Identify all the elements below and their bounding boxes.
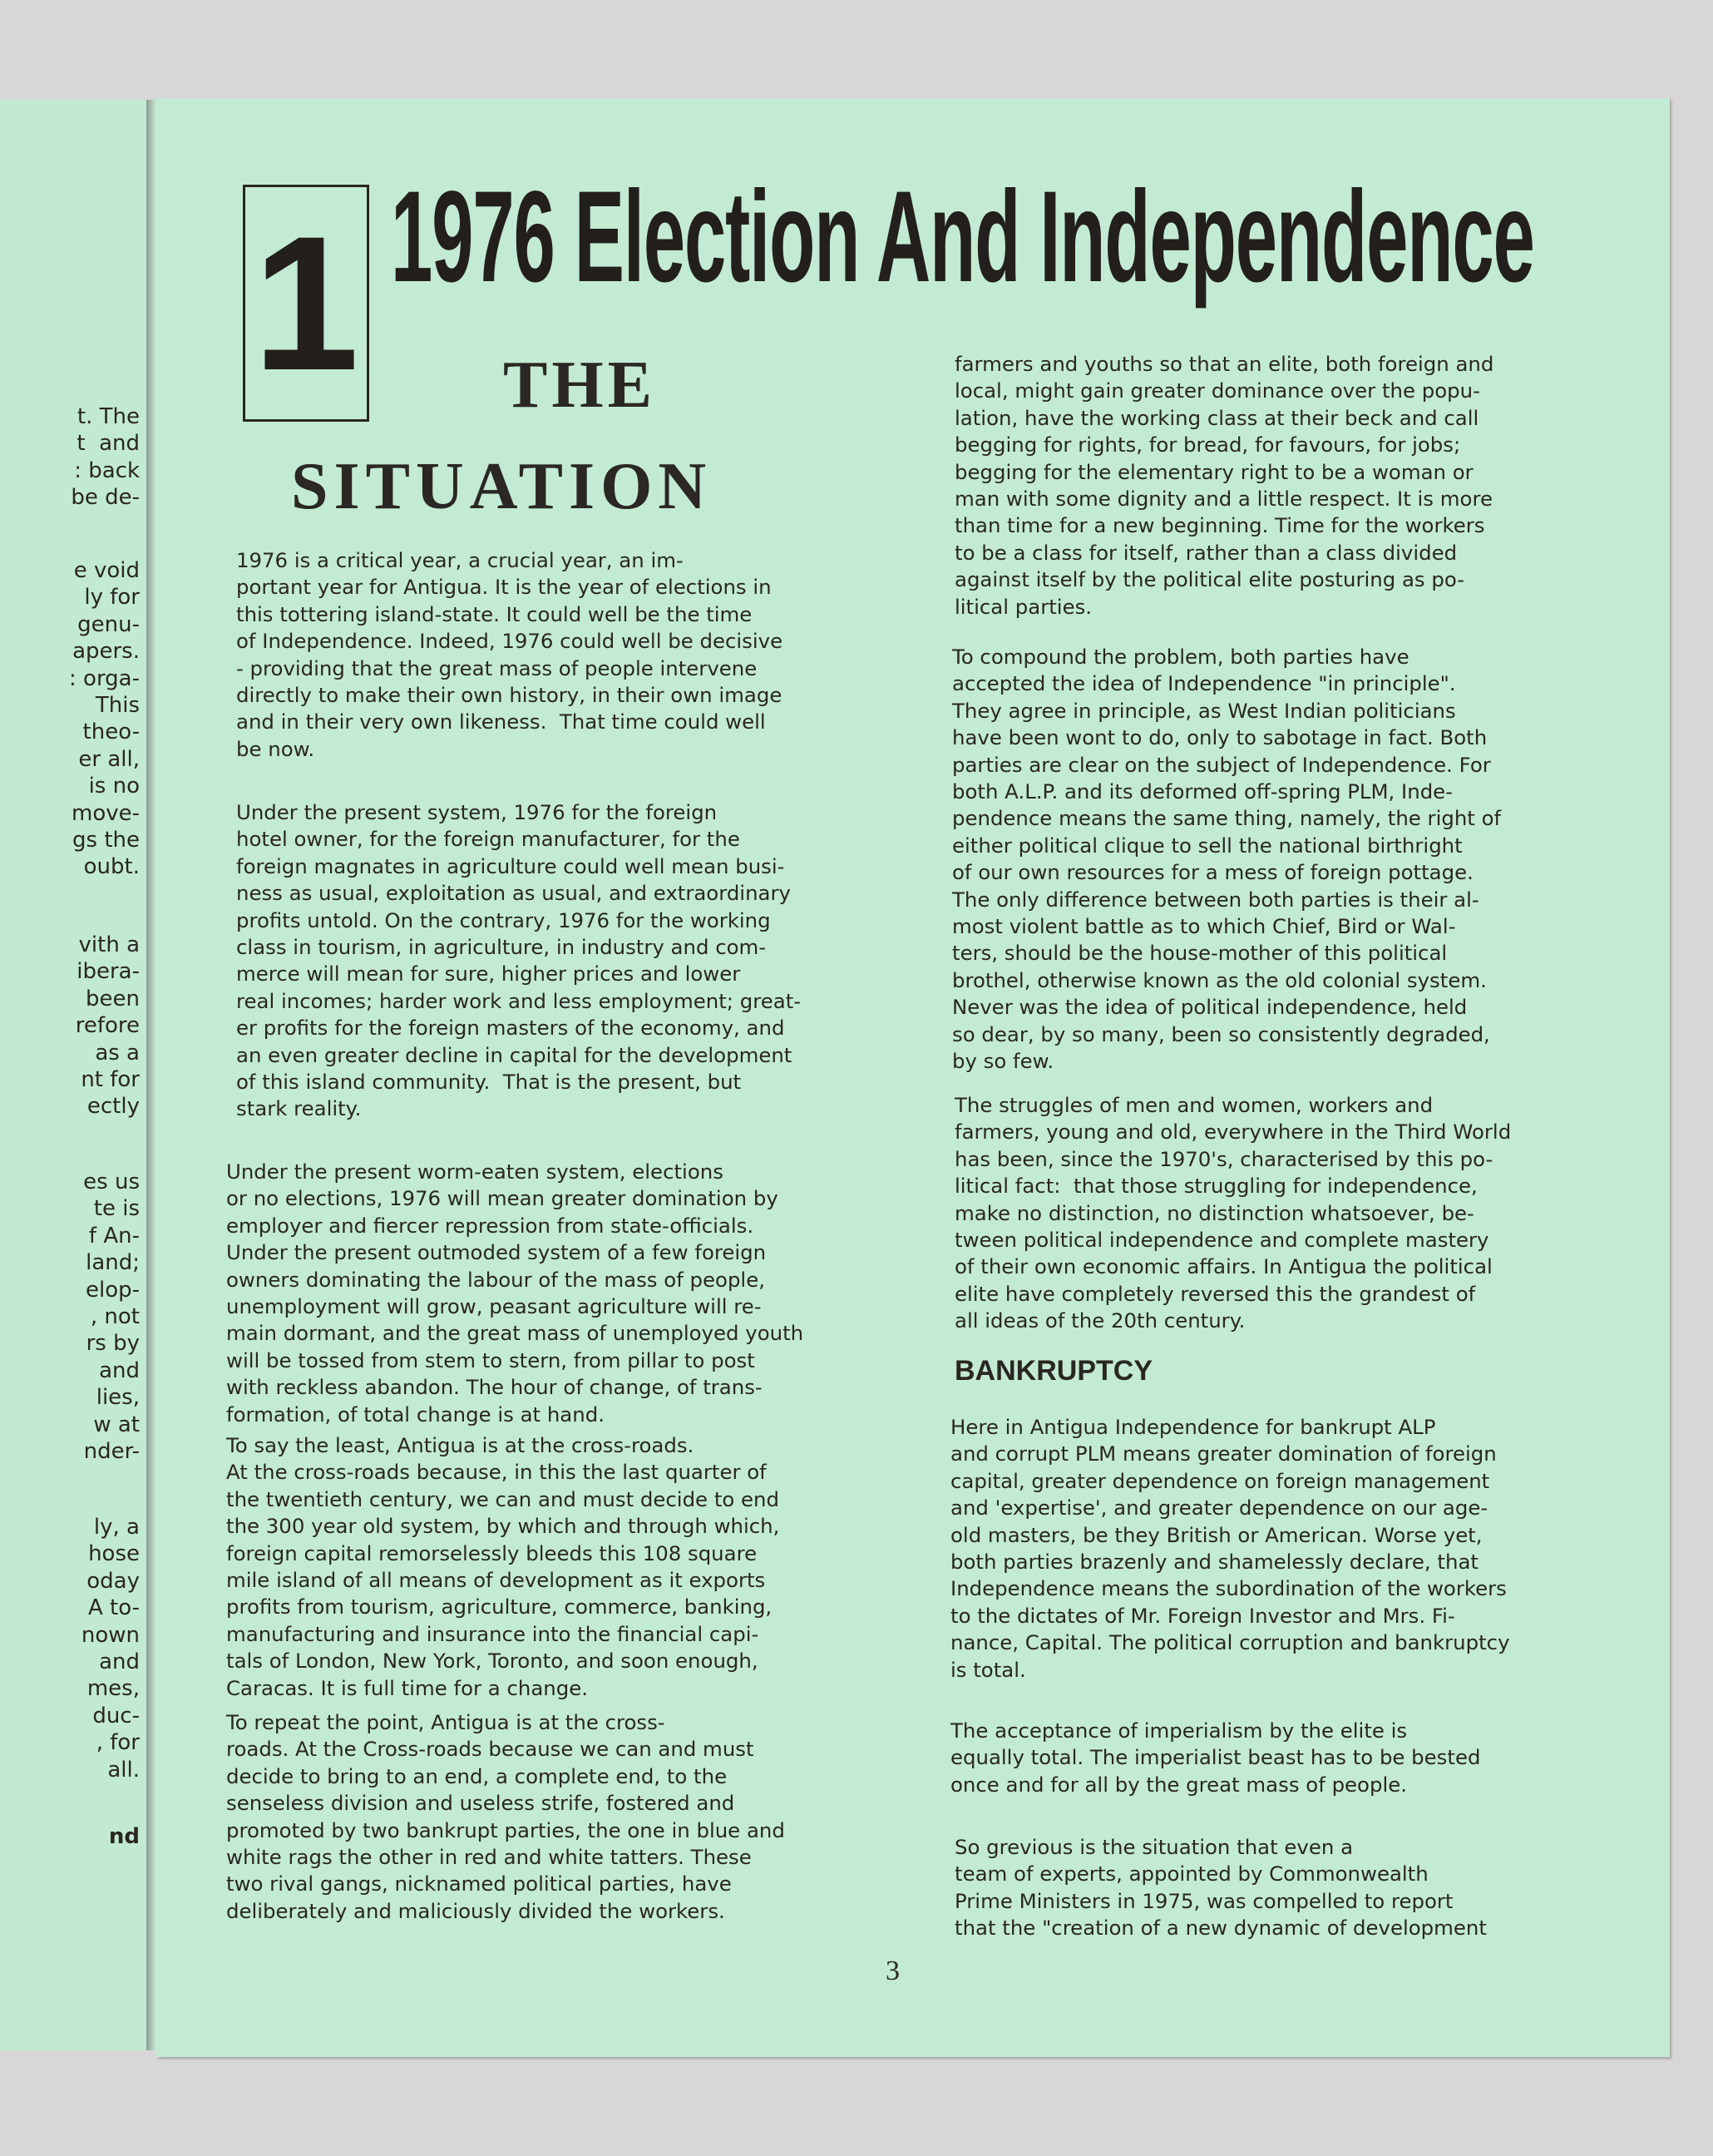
page-number: 3: [886, 1956, 900, 1986]
paragraph: The acceptance of imperialism by the elite is equally total. The imperialist beast has to be bested once and for all by the great mass of people.: [950, 1718, 1481, 1797]
section-title-line-2: SITUATION: [291, 450, 713, 523]
facing-page-text: nd: [108, 1824, 140, 1849]
chapter-number: 1: [243, 185, 369, 422]
section-heading: BANKRUPTCY: [955, 1355, 1153, 1387]
paragraph: Here in Antigua Independence for bankrupt ALP and corrupt PLM means greater domination of foreign capital, greater dependence on foreign management and 'expertise', and greater dependence on our age- old masters, be they British or American. Worse yet, both parties brazenly and shamelessly declare, that Independence means the subordination of the workers to the dictates of Mr. Foreign Investor and Mrs. Fi- nance, Capital. The political corruption and bankruptcy is total.: [950, 1415, 1510, 1682]
chapter-title: 1976 Election And Independence: [391, 165, 1534, 309]
paragraph: Under the present worm-eaten system, elections or no elections, 1976 will mean greater domination by employer and fiercer repression from state-officials. Under the present outmoded system of a few foreign owners dominating the labour of the mass of people, unemployment will grow, peasant agriculture will re- main dormant, and the great mass of unemployed youth will be tossed from stem to stern, from pillar to post with reckless abandon. The hour of change, of trans- formation, of total change is at hand.: [226, 1160, 804, 1427]
facing-page: [0, 100, 149, 2050]
paragraph: Under the present system, 1976 for the foreign hotel owner, for the foreign manufacturer, for the foreign magnates in agriculture could well mean busi- ness as usual, exploitation as usual, and extraordinary profits untold. On the contrary, 1976 for the working class in tourism, in agriculture, in industry and com- merce will mean for sure, higher prices and lower real incomes; harder work and less employment; great- er profits for the foreign masters of the economy, and an even greater decline in capital for the development of this island community. That is the present, but stark reality.: [236, 800, 802, 1121]
paragraph: So grevious is the situation that even a team of experts, appointed by Commonwealth Prime Ministers in 1975, was compelled to report that the "creation of a new dynamic of development: [955, 1835, 1487, 1941]
facing-page-text: vith a ibera- been refore as a nt for ectly: [75, 932, 140, 1120]
paragraph: 1976 is a critical year, a crucial year, an im- portant year for Antigua. It is the year of elections in this tottering island-state. It could well be the time of Independence. Indeed, 1976 could well be decisive - providing that the great mass of people intervene directly to make their own history, in their own image and in their very own likeness. That time could well be now.: [236, 548, 783, 761]
facing-page-text: e void ly for genu- apers. : orga- This theo- er all, is no move- gs the oubt.: [69, 558, 140, 880]
facing-page-text: t. The t and : back be de-: [71, 404, 140, 511]
facing-page-text: ly, a hose oday A to- nown and mes, duc- , for all.: [81, 1515, 140, 1783]
facing-page-text: es us te is f An- land; elop- , not rs by and lies, w at nder-: [83, 1169, 140, 1465]
paragraph: farmers and youths so that an elite, both foreign and local, might gain greater dominance over the popu- lation, have the working class at their beck and call begging for rights, for bread, for favours, for jobs; begging for the elementary right to be a woman or man with some dignity and a little respect. It is more than time for a new beginning. Time for the workers to be a class for itself, rather than a class divided against itself by the political elite posturing as po- litical parties.: [955, 352, 1494, 619]
paragraph: To say the least, Antigua is at the cross-roads. At the cross-roads because, in this the last quarter of the twentieth century, we can and must decide to end the 300 year old system, by which and through which, foreign capital remorselessly bleeds this 108 square mile island of all means of development as it exports profits from tourism, agriculture, commerce, banking, manufacturing and insurance into the financial capi- tals of London, New York, Toronto, and soon enough, Caracas. It is full time for a change.: [226, 1433, 780, 1700]
book-gutter: [146, 100, 156, 2050]
paragraph: To compound the problem, both parties have accepted the idea of Independence "in principle". They agree in principle, as West Indian politicians have been wont to do, only to sabotage in fact. Both parties are clear on the subject of Independence. For both A.L.P. and its deformed off-spring PLM, Inde- pendence means the same thing, namely, the right of either political clique to sell the national birthright of our own resources for a mess of foreign pottage. The only difference between both parties is their al- most violent battle as to which Chief, Bird or Wal- ters, should be the house-mother of this political brothel, otherwise known as the old colonial system. Never was the idea of political independence, held so dear, by so many, been so consistently degraded, by so few.: [952, 645, 1502, 1074]
paragraph: The struggles of men and women, workers and farmers, young and old, everywhere in the Third World has been, since the 1970's, characterised by this po- litical fact: that those struggling for independence, make no distinction, no distinction whatsoever, be- tween political independence and complete mastery of their own economic affairs. In Antigua the political elite have completely reversed this the grandest of all ideas of the 20th century.: [955, 1093, 1512, 1333]
section-title-line-1: THE: [503, 349, 656, 422]
paragraph: To repeat the point, Antigua is at the cross- roads. At the Cross-roads because we can and must decide to bring to an end, a complete end, to the senseless division and useless strife, fostered and promoted by two bankrupt parties, the one in blue and white rags the other in red and white tatters. These two rival gangs, nicknamed political parties, have deliberately and maliciously divided the workers.: [226, 1710, 785, 1923]
